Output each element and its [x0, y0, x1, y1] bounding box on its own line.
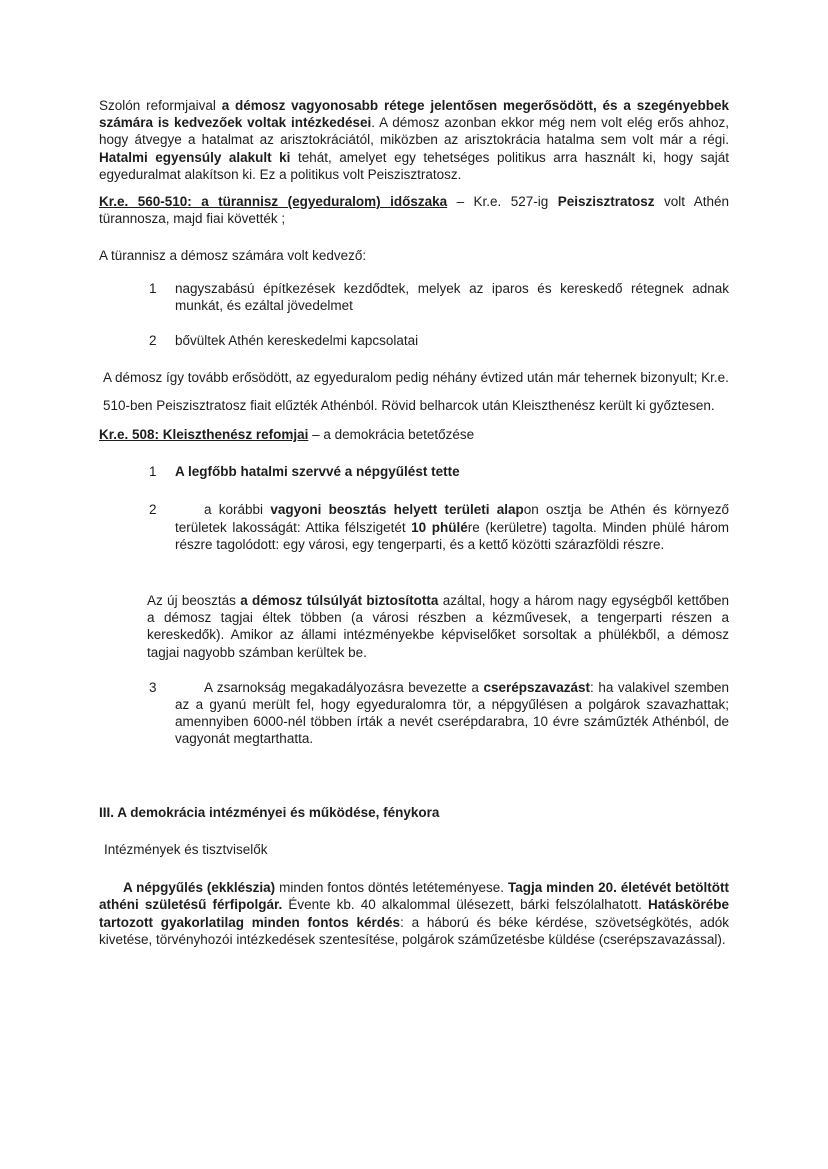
list-item-number: 1	[149, 280, 157, 296]
list-item-text: A zsarnokság megakadályozásra bevezette a cserépszavazást: ha valakivel szemben az a gyanú merült fel, hogy egyeduralomra tör, a népgyűlésen a polgárok szavazhattak; amennyiben 6000-nél többen írták a nevét cserépdarabra, 10 évre száműzték Athénból, de vagyonát megtarthatta.	[175, 679, 729, 747]
paragraph-solon-reforms: Szolón reformjaival a démosz vagyonosabb rétege jelentősen megerősödött, és a szegényebbek számára is kedvezőek voltak intézkedései. A démosz azonban ekkor még nem volt elég erős ahhoz, hogy átvegye a hatalmat az arisztokráciától, miközben az arisztokrácia hatalma sem volt már a régi. Hatalmi egyensúly alakult ki tehát, amelyet egy tehetséges politikus arra használt ki, hogy saját egyeduralmat alakítson ki. Ez a politikus volt Peiszisztratosz.	[99, 98, 730, 182]
subheading-institutions-officials: Intézmények és tisztviselők	[104, 841, 268, 857]
list-item-kleisthenes-2	[99, 501, 729, 553]
list-item-text: A legfőbb hatalmi szervvé a népgyűlést tette	[175, 464, 460, 480]
list-item-number: 3	[149, 679, 157, 695]
list-item-text: a korábbi vagyoni beosztás helyett területi alapon osztja be Athén és környező területek lakosságát: Attika félszigetét 10 phülére (kerületre) tagolta. Minden phülé három részre tagolódott: egy városi, egy tengerparti, és a kettő közötti szárazföldi részre.	[175, 502, 730, 552]
paragraph-demos-strengthened: A démosz így tovább erősödött, az egyeduralom pedig néhány évtized után már tehernek bizonyult; Kr.e. 510-ben Peiszisztratosz fiait elűzték Athénból. Rövid belharcok után Kleiszthenész került ki győztesen.	[103, 370, 729, 413]
paragraph-new-division: Az új beosztás a démosz túlsúlyát biztosította azáltal, hogy a három nagy egységből kettőben a démosz tagjai éltek többen (a városi részben a kézművesek, a tengerparti részen a kereskedők). Amikor az állami intézményekbe képviselőket sorsoltak a phülékből, a démosz tagjai nagyobb számban kerültek be.	[147, 593, 729, 660]
heading-democracy-institutions: III. A demokrácia intézményei és működése, fénykora	[99, 804, 440, 820]
list-item-turannis-2	[99, 332, 729, 349]
heading-kleisthenes-reforms: Kr.e. 508: Kleiszthenész refomjai – a demokrácia betetőzése	[99, 427, 475, 443]
list-item-kleisthenes-3	[99, 679, 729, 748]
paragraph-ekklesia: A népgyűlés (ekklészia) minden fontos döntés letéteményese. Tagja minden 20. életévét betöltött athéni születésű férfipolgár. Évente kb. 40 alkalommal ülésezett, bárki felszólalhatott. Hatáskörébe tartozott gyakorlatilag minden fontos kérdés: a háború és béke kérdése, szövetségkötés, adók kivetése, törvényhozói intézkedések szentesítése, polgárok száműzetésbe küldése (cserépszavazással).	[99, 880, 730, 947]
list-item-text: bővültek Athén kereskedelmi kapcsolatai	[175, 333, 419, 349]
list-item-text: nagyszabású építkezések kezdődtek, melyek az iparos és kereskedő rétegnek adnak munkát, és ezáltal jövedelmet	[175, 280, 729, 313]
list-item-kleisthenes-1	[99, 463, 729, 480]
list-item-turannis-1	[99, 280, 729, 314]
heading-turannis-period: Kr.e. 560-510: a türannisz (egyeduralom) időszaka – Kr.e. 527-ig Peiszisztratosz volt Athén türannosza, majd fiai követték ;	[99, 194, 729, 227]
list-item-number: 2	[149, 333, 157, 349]
document-content	[99, 97, 729, 948]
paragraph-turannis-favorable: A türannisz a démosz számára volt kedvező:	[99, 248, 367, 264]
list-item-number: 1	[149, 464, 157, 480]
list-item-number: 2	[149, 502, 157, 518]
